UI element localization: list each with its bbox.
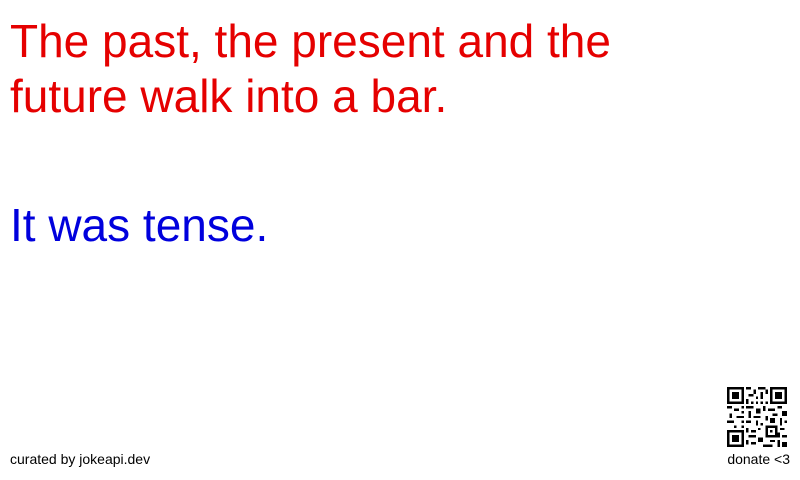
donate-link[interactable]: donate <3 xyxy=(727,451,790,467)
curated-by-credit: curated by jokeapi.dev xyxy=(10,451,151,467)
joke-setup: The past, the present and the future walk into a bar. xyxy=(10,15,611,122)
qr-code-icon[interactable] xyxy=(727,387,787,447)
joke-delivery: It was tense. xyxy=(10,199,269,251)
